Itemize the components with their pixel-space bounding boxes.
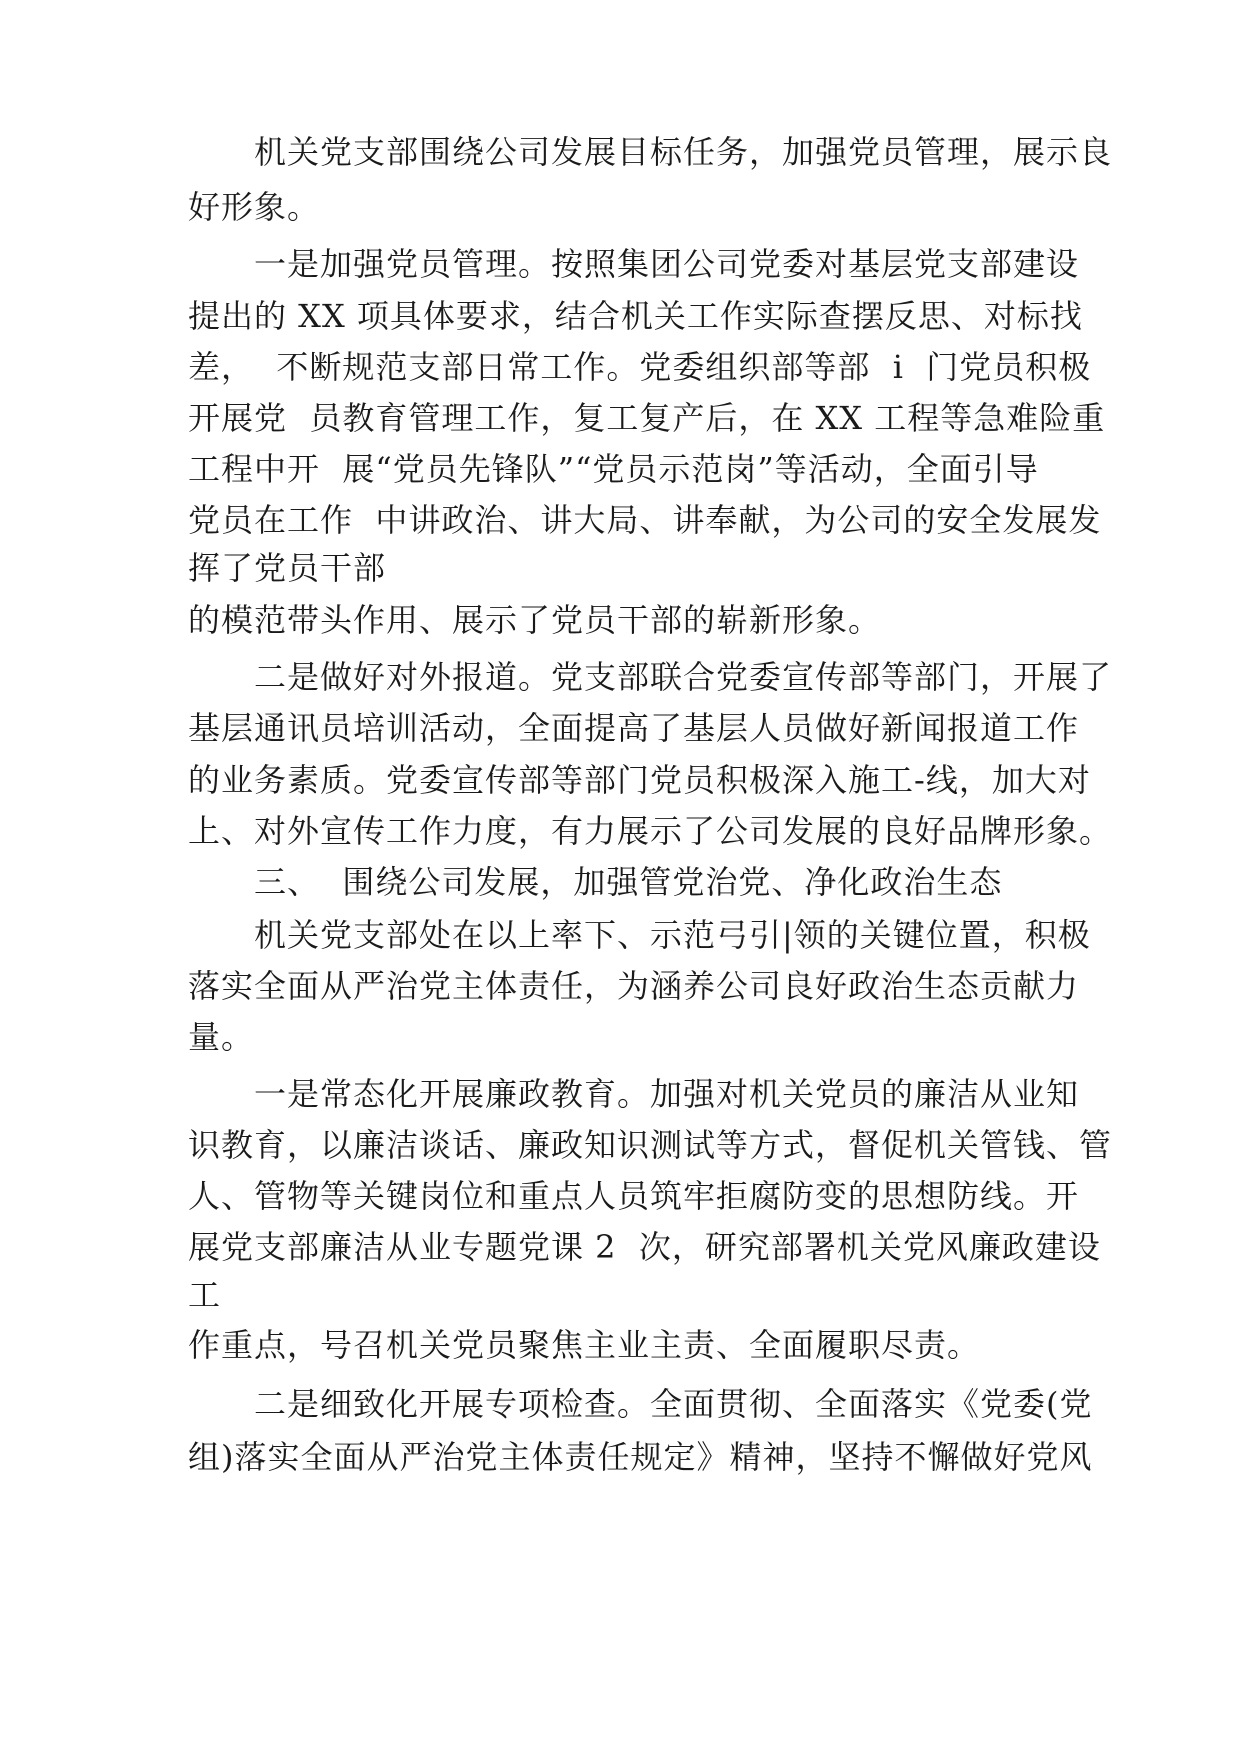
paragraph-line: 识教育，以廉洁谈话、廉政知识测试等方式，督促机关管钱、管 — [188, 1126, 1113, 1164]
paragraph-line: 人、管物等关键岗位和重点人员筑牢拒腐防变的思想防线。开 — [188, 1177, 1080, 1215]
paragraph-line: 组)落实全面从严治党主体责任规定》精神，坚持不懈做好党风 — [188, 1438, 1093, 1476]
paragraph-line: 工 — [188, 1276, 222, 1314]
paragraph-line: 党员在工作 中讲政治、讲大局、讲奉献，为公司的安全发展发 — [188, 501, 1102, 539]
paragraph-line: 的模范带头作用、展示了党员干部的崭新形象。 — [188, 601, 882, 639]
paragraph-line: 二是做好对外报道。党支部联合党委宣传部等部门，开展了 — [254, 658, 1113, 696]
paragraph-line: 量。 — [188, 1018, 255, 1056]
paragraph-line: 的业务素质。党委宣传部等部门党员积极深入施工-线，加大对 — [188, 761, 1091, 799]
paragraph-line: 展党支部廉洁从业专题党课 2 次，研究部署机关党风廉政建设 — [188, 1228, 1101, 1266]
paragraph-line: 提出的 XX 项具体要求，结合机关工作实际查摆反思、对标找 — [188, 297, 1083, 335]
paragraph-line: 二是细致化开展专项检查。全面贯彻、全面落实《党委(党 — [254, 1385, 1093, 1423]
paragraph-line: 作重点，号召机关党员聚焦主业主责、全面履职尽责。 — [188, 1326, 981, 1364]
paragraph-line: 一是常态化开展廉政教育。加强对机关党员的廉洁从业知 — [254, 1075, 1080, 1113]
paragraph-line: 好形象。 — [188, 188, 321, 226]
paragraph-line: 机关党支部围绕公司发展目标任务，加强党员管理，展示良 — [254, 133, 1113, 171]
paragraph-line: 上、对外宣传工作力度，有力展示了公司发展的良好品牌形象。 — [188, 812, 1113, 850]
paragraph-line: 一是加强党员管理。按照集团公司党委对基层党支部建设 — [254, 245, 1080, 283]
paragraph-line: 差， 不断规范支部日常工作。党委组织部等部 i 门党员积极 — [188, 348, 1092, 386]
paragraph-line: 挥了党员干部 — [188, 549, 387, 587]
paragraph-line: 工程中开 展“党员先锋队”“党员示范岗”等活动，全面引导 — [188, 450, 1039, 488]
paragraph-line: 落实全面从严治党主体责任，为涵养公司良好政治生态贡献力 — [188, 967, 1080, 1005]
paragraph-line: 开展党 员教育管理工作，复工复产后，在 XX 工程等急难险重 — [188, 399, 1106, 437]
paragraph-line: 基层通讯员培训活动，全面提高了基层人员做好新闻报道工作 — [188, 709, 1080, 747]
paragraph-line: 机关党支部处在以上率下、示范弓引|领的关键位置，积极 — [254, 916, 1091, 954]
section-heading: 三、 围绕公司发展，加强管党治党、净化政治生态 — [254, 863, 1003, 901]
